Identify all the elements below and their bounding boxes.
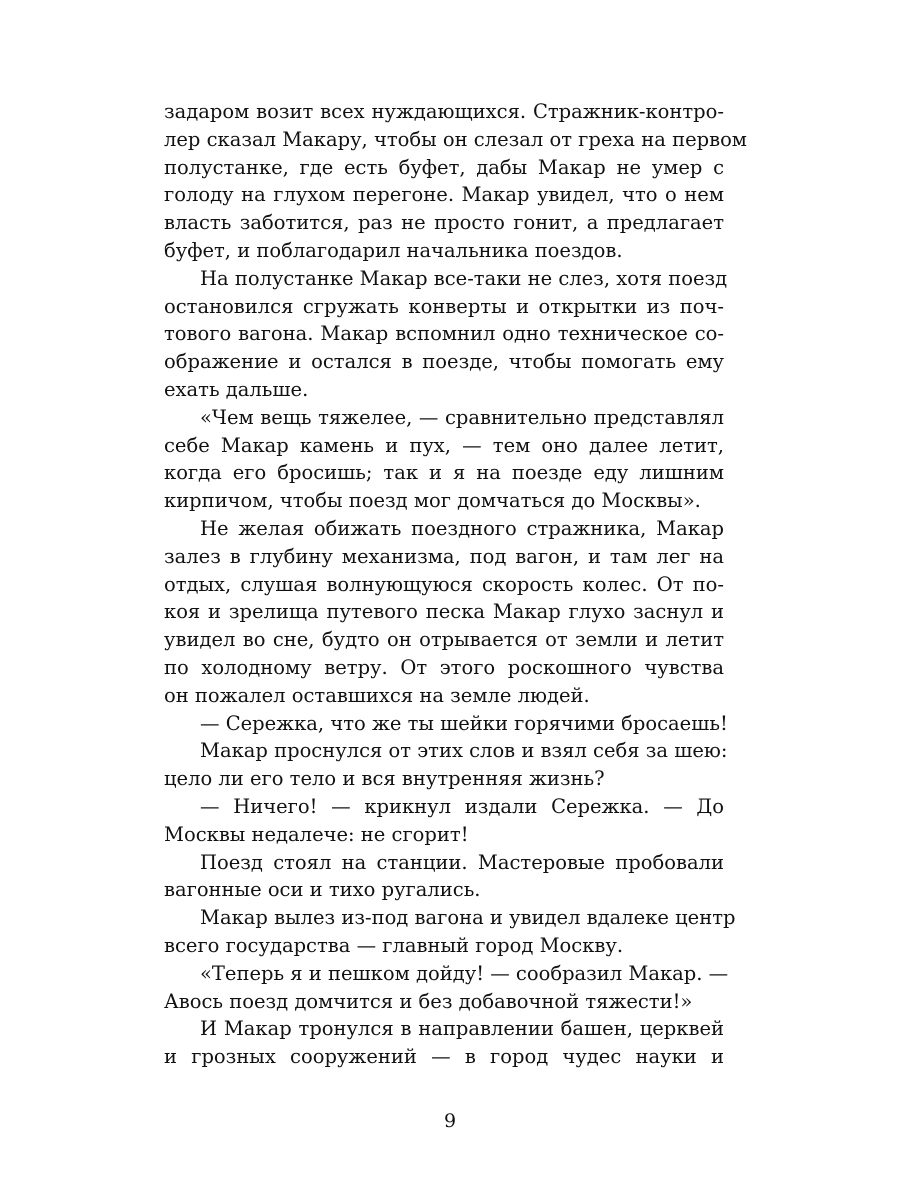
text-line: Макар вылез из-под вагона и увидел вдалеке центр: [200, 906, 736, 930]
text-line: задаром возит всех нуждающихся. Стражник-контро-: [164, 100, 724, 123]
text-line: «Теперь я и пешком дойду! — сообразил Макар. —: [200, 961, 729, 985]
text-line: Поезд стоял на станции. Мастеровые пробовали: [200, 850, 724, 874]
text-line: тового вагона. Макар вспомнил одно техническое со-: [164, 322, 724, 346]
text-line: вагонные оси и тихо ругались.: [164, 878, 481, 902]
text-line: На полустанке Макар все-таки не слез, хотя поезд: [200, 266, 728, 290]
text-line: остановился сгружать конверты и открытки из поч-: [164, 294, 724, 318]
text-line: буфет, и поблагодарил начальника поездов.: [164, 238, 623, 262]
text-line: всего государства — главный город Москву.: [164, 933, 624, 957]
page-body-text: [164, 98, 747, 1071]
text-line: себе Макар камень и пух, — тем оно далее летит,: [164, 433, 724, 457]
text-line: когда его бросишь; так и я на поезде еду лишним: [164, 461, 724, 485]
text-line: залез в глубину механизма, под вагон, и там лег на: [164, 544, 724, 568]
text-line: увидел во сне, будто он отрывается от земли и летит: [164, 628, 724, 652]
text-line: И Макар тронулся в направлении башен, церквей: [200, 1017, 724, 1041]
text-line: лер сказал Макару, чтобы он слезал от греха на первом: [164, 127, 747, 151]
text-line: полустанке, где есть буфет, дабы Макар не умер с: [164, 155, 724, 179]
text-line: кирпичом, чтобы поезд мог домчаться до Москвы».: [164, 489, 701, 513]
text-line: цело ли его тело и вся внутренняя жизнь?: [164, 767, 605, 791]
text-line: и грозных сооружений — в город чудес науки и: [164, 1045, 724, 1069]
text-line: отдых, слушая волнующуюся скорость колес. От по-: [164, 572, 724, 596]
text-line: ехать дальше.: [164, 377, 309, 401]
text-line: власть заботится, раз не просто гонит, а предлагает: [164, 211, 724, 235]
text-line: — Ничего! — крикнул издали Сережка. — До: [200, 794, 724, 818]
text-line: Авось поезд домчится и без добавочной тяжести!»: [164, 989, 693, 1013]
text-line: по холодному ветру. От этого роскошного чувства: [164, 655, 724, 679]
text-line: Макар проснулся от этих слов и взял себя за шею:: [200, 739, 728, 763]
text-line: коя и зрелища путевого песка Макар глухо заснул и: [164, 600, 724, 624]
text-line: Не желая обижать поездного стражника, Макар: [200, 516, 724, 540]
text-line: ображение и остался в поезде, чтобы помогать ему: [164, 350, 724, 374]
text-line: «Чем вещь тяжелее, — сравнительно представлял: [200, 405, 724, 429]
page-number: 9: [443, 1110, 457, 1132]
text-line: голоду на глухом перегоне. Макар увидел, что о нем: [164, 183, 724, 207]
text-line: — Сережка, что же ты шейки горячими бросаешь!: [200, 711, 728, 735]
text-line: он пожалел оставшихся на земле людей.: [164, 683, 590, 707]
text-line: Москвы недалече: не сгорит!: [164, 822, 469, 846]
